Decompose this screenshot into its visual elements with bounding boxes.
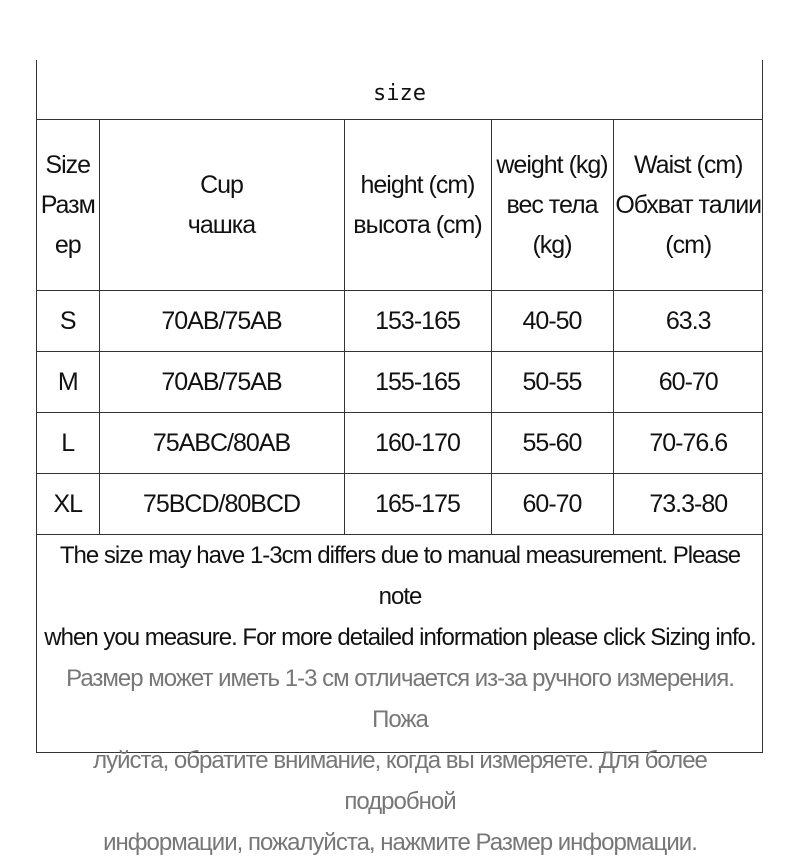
cell-size: M	[37, 351, 99, 412]
cell-waist: 70-76.6	[613, 412, 763, 473]
note-russian-line: луйста, обратите внимание, когда вы измеряете. Для более подробной	[93, 747, 707, 815]
size-chart	[36, 60, 763, 856]
cell-height: 165-175	[344, 473, 491, 534]
table-row	[37, 473, 763, 534]
header-cup: Cup чашка	[99, 120, 344, 290]
cell-cup: 70AB/75AB	[99, 290, 344, 351]
cell-size: XL	[37, 473, 99, 534]
header-waist: Waist (cm) Обхват талии (cm)	[613, 120, 763, 290]
cell-cup: 70AB/75AB	[99, 351, 344, 412]
cell-waist: 60-70	[613, 351, 763, 412]
cell-cup: 75ABC/80AB	[99, 412, 344, 473]
header-size: Size Разм ep	[37, 120, 99, 290]
chart-title: size	[37, 60, 762, 120]
size-note	[37, 533, 763, 863]
note-russian-line: Размер может иметь 1-3 см отличается из-за ручного измерения. Пожа	[66, 665, 734, 733]
cell-cup: 75BCD/80BCD	[99, 473, 344, 534]
header-weight: weight (kg) вес тела (kg)	[491, 120, 613, 290]
note-english-line: when you measure. For more detailed information please click Sizing info.	[44, 624, 756, 651]
cell-waist: 63.3	[613, 290, 763, 351]
header-row	[37, 120, 763, 290]
cell-weight: 60-70	[491, 473, 613, 534]
note-english-line: The size may have 1-3cm differs due to manual measurement. Please note	[59, 542, 741, 610]
note-russian-line: информации, пожалуйста, нажмите Размер информации.	[103, 829, 697, 856]
cell-weight: 50-55	[491, 351, 613, 412]
cell-size: L	[37, 412, 99, 473]
cell-height: 155-165	[344, 351, 491, 412]
table-row	[37, 351, 763, 412]
table-row	[37, 412, 763, 473]
cell-waist: 73.3-80	[613, 473, 763, 534]
cell-weight: 40-50	[491, 290, 613, 351]
cell-size: S	[37, 290, 99, 351]
header-height: height (cm) высота (cm)	[344, 120, 491, 290]
cell-height: 160-170	[344, 412, 491, 473]
table-row	[37, 290, 763, 351]
size-table	[37, 120, 763, 535]
cell-height: 153-165	[344, 290, 491, 351]
cell-weight: 55-60	[491, 412, 613, 473]
